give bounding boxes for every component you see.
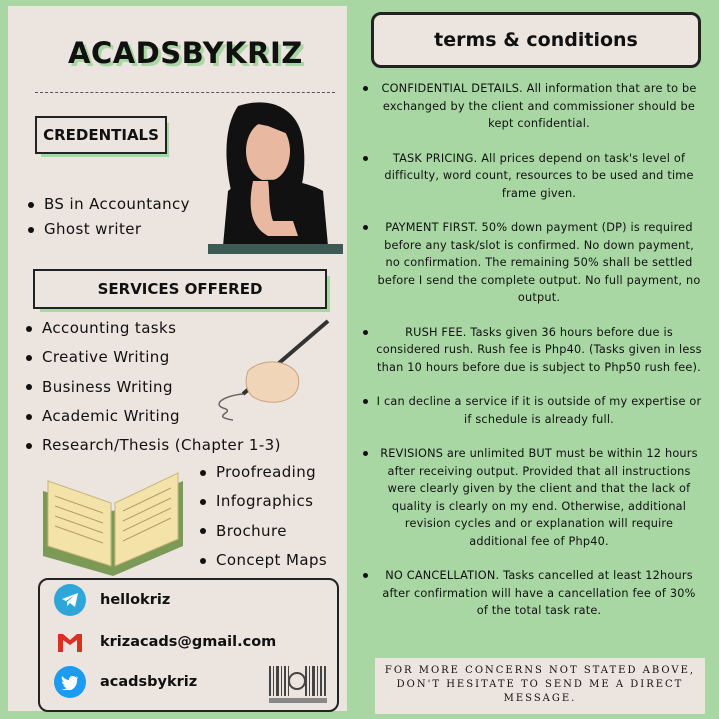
woman-illustration: [198, 96, 343, 266]
hand-pen-illustration: [203, 316, 338, 426]
extra-service-item: Infographics: [198, 487, 327, 516]
left-panel: [8, 6, 347, 711]
email-address: krizacads@gmail.com: [100, 634, 277, 650]
brand-title: ACADSBYKRIZ: [68, 36, 303, 70]
contact-box: [38, 578, 339, 712]
telegram-icon: [54, 584, 86, 616]
term-item: TASK PRICING. All prices depend on task's level of difficulty, word count, resources to be used and time frame given.: [357, 150, 711, 203]
services-heading: SERVICES OFFERED: [33, 269, 327, 309]
term-item: CONFIDENTIAL DETAILS. All information that are to be exchanged by the client and commissioner should be kept confidential.: [357, 80, 711, 133]
term-item: NO CANCELLATION. Tasks cancelled at least 12hours after confirmation will have a cancellation fee of 30% of the total task rate.: [357, 567, 711, 620]
terms-list: [357, 80, 711, 637]
extra-services-list: [198, 458, 327, 575]
contact-email[interactable]: [54, 626, 276, 658]
service-item: Creative Writing: [24, 343, 281, 372]
service-item: Research/Thesis (Chapter 1-3): [24, 431, 281, 460]
telegram-handle: hellokriz: [100, 592, 171, 608]
credential-item: Ghost writer: [26, 217, 190, 242]
term-item: RUSH FEE. Tasks given 36 hours before due is considered rush. Rush fee is Php40. (Tasks given in less than 10 hours before due is subject to Php50 rush fee).: [357, 324, 711, 377]
twitter-icon: [54, 666, 86, 698]
service-item: Business Writing: [24, 373, 281, 402]
extra-service-item: Proofreading: [198, 458, 327, 487]
credentials-heading: CREDENTIALS: [35, 116, 167, 154]
barcode-icon: [269, 666, 327, 704]
service-item: Accounting tasks: [24, 314, 281, 343]
contact-twitter[interactable]: [54, 666, 197, 698]
gmail-icon: [54, 626, 86, 658]
contact-telegram[interactable]: [54, 584, 170, 616]
term-item: PAYMENT FIRST. 50% down payment (DP) is required before any task/slot is confirmed. No down payment, no confirmation. The remaining 50% shall be settled before I send the complete output. No full payment, no output.: [357, 219, 711, 307]
extra-service-item: Brochure: [198, 517, 327, 546]
book-illustration: [33, 451, 193, 581]
right-panel: [357, 6, 711, 711]
footer-message: FOR MORE CONCERNS NOT STATED ABOVE, DON'T HESITATE TO SEND ME A DIRECT MESSAGE.: [375, 658, 705, 714]
term-item: REVISIONS are unlimited BUT must be within 12 hours after receiving output. Provided that all instructions were clearly given by the client and that the lack of quality is clearly on my end. Otherwise, additional revision cycles and or explanation will require additional fee of Php40.: [357, 445, 711, 550]
service-item: Academic Writing: [24, 402, 281, 431]
credentials-list: [26, 192, 190, 242]
term-item: I can decline a service if it is outside of my expertise or if schedule is already full.: [357, 393, 711, 428]
credential-item: BS in Accountancy: [26, 192, 190, 217]
extra-service-item: Concept Maps: [198, 546, 327, 575]
dashed-divider: [35, 92, 335, 93]
twitter-handle: acadsbykriz: [100, 674, 198, 690]
terms-title: terms & conditions: [371, 12, 701, 68]
